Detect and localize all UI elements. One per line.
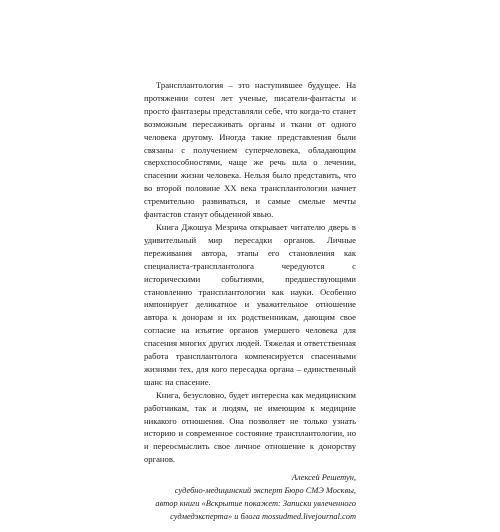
- signature-block: [144, 472, 356, 524]
- paragraph-3: Книга, безусловно, будет интересна как медицинским работникам, так и людям, не имеющим к медицине никакого отношения. Она позволяет не только узнать историю и современное состояние трансплантологии, но и переосмыслить свое личное отношение к донорству органов.: [144, 389, 356, 465]
- signature-position: судебно-медицинский эксперт Бюро СМЭ Москвы,: [174, 486, 356, 496]
- paragraph-2: Книга Джошуа Мезрича открывает читателю дверь в удивительный мир пересадки органов. Личные переживания автора, этапы его становления как специалиста-трансплантолога чередуются с историческими событиями, предшествующими становлению трансплантологии как науки. Особенно импонирует деликатное и уважительное отношение автора к донорам и их родственникам, дающим свое согласие на изъятие органов умершего человека для спасения многих других людей. Тяжелая и ответственная работа трансплантолога компенсируется спасенными жизнями тех, для кого пересадка органа – единственный шанс на спасение.: [144, 221, 356, 387]
- signature-name: Алексей Решетун,: [291, 473, 356, 483]
- signature-blog-line: судмедэксперта» и блога mossudmed.livejournal.com: [170, 511, 356, 521]
- paragraph-1: Трансплантология – это наступившее будущее. На протяжении сотен лет ученые, писатели-фантасты и просто фантазеры представляли себе, что когда-то станет возможным пересаживать органы и ткани от одного человека другому. Иногда такие представления были связаны с получением суперчеловека, обладающим сверхспособностями, чаще же речь шла о лечении, спасении жизни человека. Нельзя было представить, что во второй половине XX века трансплантологии начнет стремительно развиваться, и самые смелые мечты фантастов станут обыденной явью.: [144, 80, 356, 220]
- signature-author-line: автор книги «Вскрытие покажет: Записки увлеченного: [155, 499, 356, 508]
- foreword-text: [144, 79, 356, 524]
